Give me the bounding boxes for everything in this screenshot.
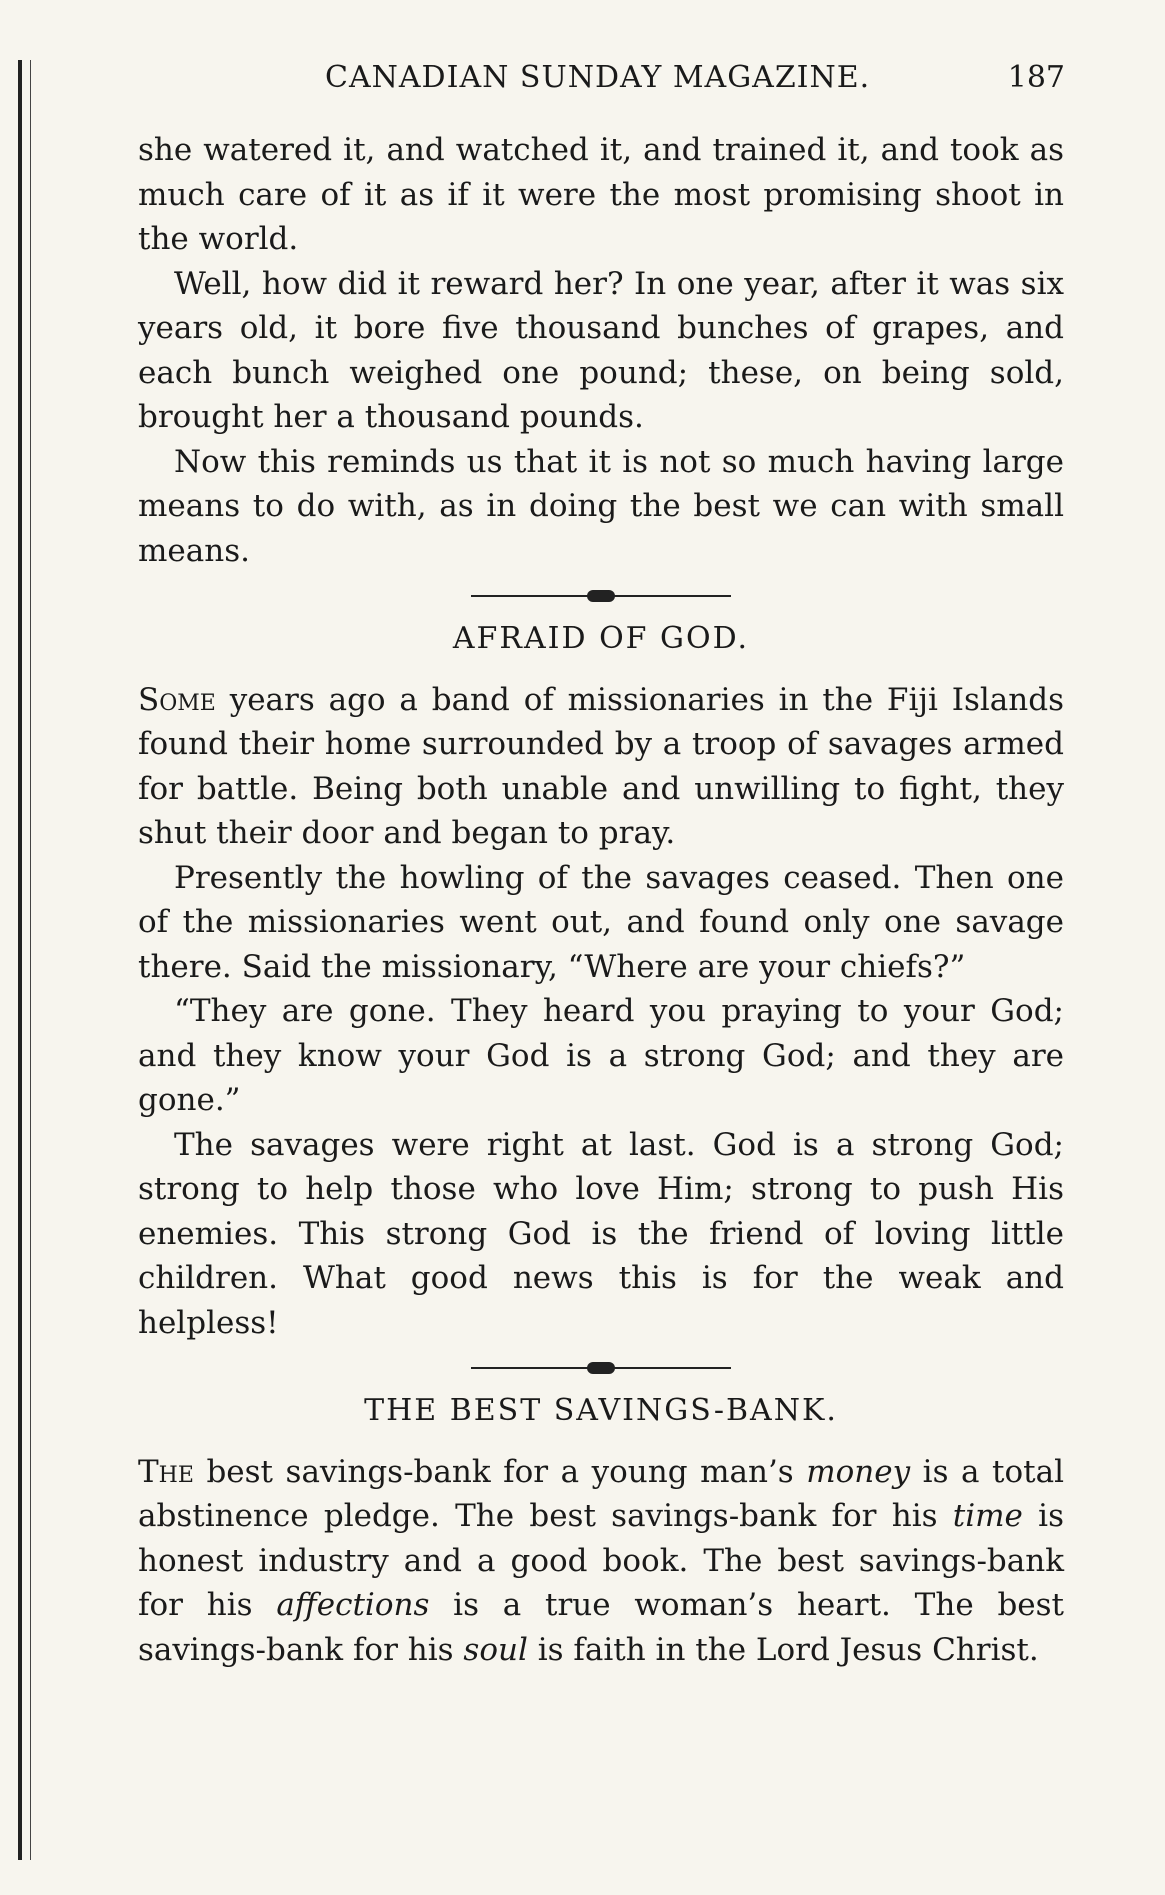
section-title: THE BEST SAVINGS-BANK. bbox=[364, 1393, 838, 1428]
paragraph-text: is faith in the Lord Jesus Christ. bbox=[527, 1631, 1039, 1668]
article-body bbox=[138, 128, 1064, 1672]
running-header bbox=[135, 60, 1065, 100]
paragraph: Presently the howling of the savages ceased. Then one of the missionaries went out, and found only one savage there. Said the missionary, “Where are your chiefs?” bbox=[138, 859, 1064, 985]
paragraph-text: is a true woman’s heart. The best savings-bank for his bbox=[138, 1587, 1064, 1668]
paragraph: The savages were right at last. God is a strong God; strong to help those who love Him; strong to push His enemies. This strong God is the friend of loving little children. What good news this is for the weak and helpless! bbox=[138, 1126, 1064, 1341]
paragraph-text: is a total abstinence pledge. The best savings-bank for his bbox=[138, 1453, 1064, 1534]
binding-edge-line bbox=[30, 60, 31, 1860]
emphasis: money bbox=[806, 1453, 911, 1490]
section-divider bbox=[471, 1367, 731, 1369]
page-number: 187 bbox=[1007, 60, 1065, 95]
paragraph: Well, how did it reward her? In one year, after it was six years old, it bore five thousand bunches of grapes, and each bunch weighed one pound; these, on being sold, brought her a thousand pounds. bbox=[138, 265, 1064, 435]
binding-edge bbox=[18, 60, 22, 1860]
emphasis: affections bbox=[276, 1587, 430, 1623]
lead-word: Some bbox=[138, 681, 216, 718]
paragraph bbox=[138, 678, 1064, 856]
paragraph-text: is honest industry and a good book. The best savings-bank for his bbox=[138, 1498, 1064, 1623]
paragraph-text: years ago a band of missionaries in the Fiji Islands found their home surrounded by a troop of savages armed for battle. Being both unable and unwilling to fight, they shut their door and began to pray. bbox=[138, 681, 1064, 851]
emphasis: soul bbox=[463, 1631, 528, 1668]
lead-word: The bbox=[138, 1453, 194, 1490]
emphasis: time bbox=[952, 1498, 1023, 1534]
section-title: AFRAID OF GOD. bbox=[452, 621, 750, 656]
section-divider bbox=[471, 595, 731, 597]
paragraph bbox=[138, 1450, 1064, 1673]
paragraph: she watered it, and watched it, and trained it, and took as much care of it as if it were the most promising shoot in the world. bbox=[138, 132, 1064, 257]
paragraph-text: best savings-bank for a young man’s bbox=[193, 1453, 807, 1490]
paragraph: Now this reminds us that it is not so much having large means to do with, as in doing the best we can with small means. bbox=[138, 443, 1064, 569]
magazine-title: CANADIAN SUNDAY MAGAZINE. bbox=[325, 60, 871, 95]
paragraph: “They are gone. They heard you praying to your God; and they know your God is a strong God; and they are gone.” bbox=[138, 993, 1064, 1118]
